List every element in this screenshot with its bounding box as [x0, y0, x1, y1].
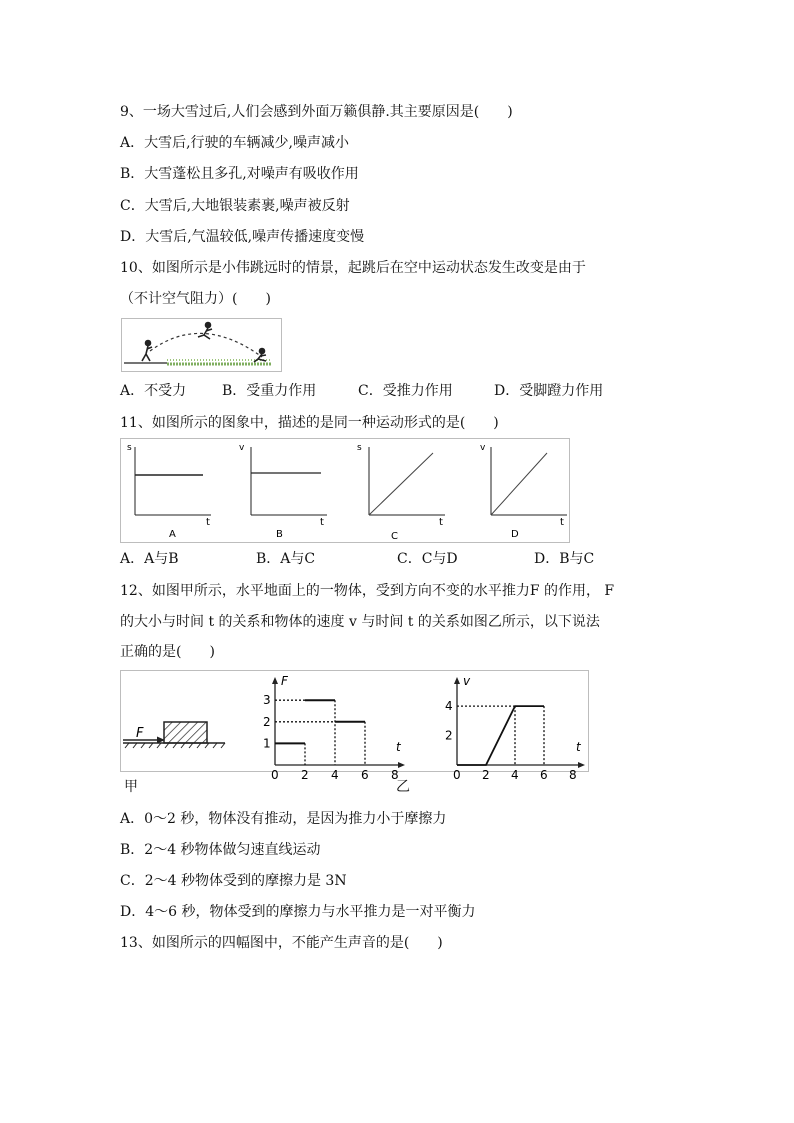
- f-graph-xtick: 0: [271, 768, 279, 782]
- q12-stem-line1: 12、如图甲所示，水平地面上的一物体，受到方向不变的水平推力F 的作用， F: [120, 583, 615, 599]
- motion-graphs: [121, 439, 569, 542]
- v-graph-ytick: 4: [445, 699, 453, 714]
- graph-c: [357, 443, 445, 542]
- q11-option-d: D．B与C: [534, 551, 595, 567]
- q12-stem-line2: 的大小与时间 t 的关系和物体的速度 v 与时间 t 的关系如图乙所示，以下说法: [120, 614, 600, 630]
- f-graph-xtick: 4: [331, 768, 339, 782]
- q10-option-d: D．受脚蹬力作用: [494, 383, 604, 399]
- block-diagram: [123, 722, 225, 748]
- graph-a: [127, 443, 211, 540]
- graph-c-yaxis-label: s: [357, 443, 362, 453]
- q9-stem: 9、一场大雪过后,人们会感到外面万籁俱静.其主要原因是( ): [120, 104, 513, 120]
- q11-option-c: C．C与D: [397, 551, 458, 567]
- long-jump-figure: [121, 318, 282, 372]
- f-t-graph: [263, 674, 405, 782]
- block: [164, 722, 207, 743]
- f-graph-xtick: 2: [301, 768, 309, 782]
- fig-label-yi: 乙: [396, 779, 410, 795]
- f-graph-xtick: 8: [391, 768, 399, 782]
- force-label: F: [136, 726, 144, 741]
- q12-option-b: B．2～4 秒物体做匀速直线运动: [120, 842, 321, 858]
- graph-c-label: C: [391, 531, 398, 542]
- fig-label-jia: 甲: [124, 779, 138, 795]
- f-graph-ytick: 3: [263, 693, 271, 708]
- q9-option-a: A．大雪后,行驶的车辆减少,噪声减小: [120, 135, 350, 151]
- graph-b-yaxis-label: v: [239, 443, 245, 453]
- graph-a-xaxis-label: t: [206, 517, 210, 528]
- q10-option-b: B．受重力作用: [222, 383, 317, 399]
- graph-d: [480, 443, 567, 540]
- v-graph-ytick: 2: [445, 728, 453, 743]
- q10-stem-line1: 10、如图所示是小伟跳远时的情景，起跳后在空中运动状态发生改变是由于: [120, 260, 586, 276]
- f-graph-ytick: 2: [263, 714, 271, 729]
- v-graph-xtick: 2: [482, 768, 490, 782]
- motion-graphs-figure: [120, 438, 570, 543]
- graph-d-yaxis-label: v: [480, 443, 486, 453]
- q9-option-c: C．大雪后,大地银装素裹,噪声被反射: [120, 198, 350, 214]
- q9-option-b: B．大雪蓬松且多孔,对噪声有吸收作用: [120, 166, 359, 182]
- q11-option-a: A．A与B: [120, 551, 179, 567]
- graph-b: [239, 443, 327, 540]
- q9-option-d: D．大雪后,气温较低,噪声传播速度变慢: [120, 229, 365, 245]
- long-jump-illustration: [122, 319, 281, 371]
- v-graph-xtick: 8: [569, 768, 577, 782]
- v-graph-xtick: 0: [453, 768, 461, 782]
- graph-b-xaxis-label: t: [320, 517, 324, 528]
- f-graph-xaxis-label: t: [396, 740, 401, 754]
- graph-c-xaxis-label: t: [439, 517, 443, 528]
- q12-option-a: A．0～2 秒，物体没有推动，是因为推力小于摩擦力: [120, 811, 447, 827]
- q12-stem-line3: 正确的是( ): [120, 644, 215, 660]
- graph-b-label: B: [276, 529, 283, 540]
- f-graph-xtick: 6: [361, 768, 369, 782]
- graph-d-xaxis-label: t: [560, 517, 564, 528]
- push-force-figure: [120, 670, 589, 782]
- push-force-diagram: [121, 671, 588, 782]
- f-graph-yaxis-label: F: [281, 674, 288, 688]
- v-t-graph: [445, 674, 585, 782]
- q12-option-d: D．4～6 秒，物体受到的摩擦力与水平推力是一对平衡力: [120, 904, 476, 920]
- v-graph-yaxis-label: v: [463, 674, 471, 688]
- q10-option-c: C．受推力作用: [358, 383, 453, 399]
- f-graph-ytick: 1: [263, 736, 271, 751]
- q10-option-a: A．不受力: [120, 383, 187, 399]
- graph-a-yaxis-label: s: [127, 443, 132, 453]
- v-graph-xtick: 4: [511, 768, 519, 782]
- graph-d-label: D: [511, 529, 519, 540]
- v-graph-xtick: 6: [540, 768, 548, 782]
- v-graph-xaxis-label: t: [576, 740, 581, 754]
- q12-option-c: C．2～4 秒物体受到的摩擦力是 3N: [120, 873, 347, 889]
- graph-a-label: A: [169, 529, 176, 540]
- q13-stem: 13、如图所示的四幅图中，不能产生声音的是( ): [120, 935, 443, 951]
- q11-stem: 11、如图所示的图象中，描述的是同一种运动形式的是( ): [120, 415, 499, 431]
- q11-option-b: B．A与C: [256, 551, 316, 567]
- q10-stem-line2: （不计空气阻力）( ): [120, 291, 271, 307]
- v-graph-line: [457, 706, 544, 765]
